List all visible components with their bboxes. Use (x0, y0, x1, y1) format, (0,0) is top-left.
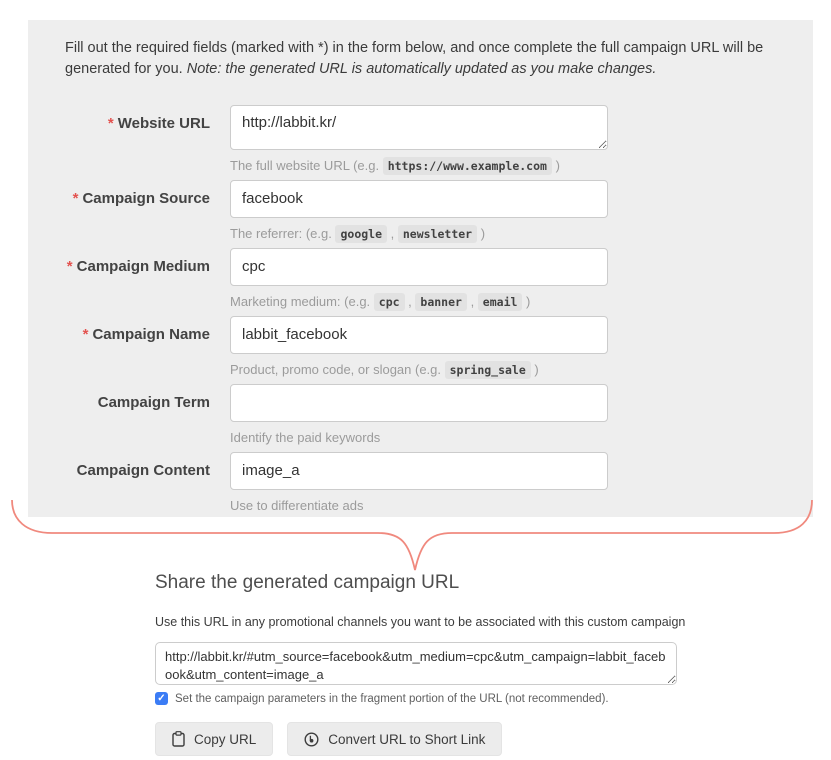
website-url-helper: The full website URL (e.g. https://www.example.com ) (230, 157, 560, 173)
campaign-content-input[interactable] (230, 452, 608, 490)
code-chip: google (335, 225, 387, 243)
campaign-source-label: Campaign Source (82, 189, 210, 207)
share-section (155, 572, 695, 756)
convert-short-link-button[interactable] (287, 722, 502, 756)
intro-note: Note: the generated URL is automatically updated as you make changes. (186, 61, 657, 78)
campaign-term-input[interactable] (230, 384, 608, 422)
intro-text (65, 38, 777, 81)
form-panel (28, 20, 813, 517)
code-chip: spring_sale (445, 361, 531, 379)
required-asterisk: * (107, 114, 114, 132)
campaign-medium-label: Campaign Medium (76, 257, 210, 275)
campaign-name-label: Campaign Name (92, 325, 210, 343)
generated-url-textarea[interactable] (155, 642, 677, 685)
fragment-checkbox-label: Set the campaign parameters in the fragment portion of the URL (not recommended). (175, 692, 609, 705)
code-chip: newsletter (398, 225, 477, 243)
share-title: Share the generated campaign URL (155, 572, 460, 593)
required-asterisk: * (82, 325, 89, 343)
campaign-content-label: Campaign Content (76, 461, 210, 479)
campaign-term-helper: Identify the paid keywords (230, 429, 381, 445)
campaign-content-helper: Use to differentiate ads (230, 497, 364, 513)
copy-url-label: Copy URL (194, 731, 257, 747)
code-chip: https://www.example.com (383, 157, 552, 175)
required-asterisk: * (66, 257, 73, 275)
fragment-checkbox-row (155, 692, 695, 705)
fragment-checkbox[interactable] (155, 692, 168, 705)
share-description: Use this URL in any promotional channels you want to be associated with this custom campaign (155, 615, 686, 629)
campaign-term-label: Campaign Term (97, 393, 210, 411)
campaign-source-helper: The referrer: (e.g. google , newsletter ) (230, 225, 486, 241)
field-row-website-url (65, 105, 787, 173)
curly-brace-graphic (0, 497, 831, 578)
campaign-medium-input[interactable] (230, 248, 608, 286)
code-chip: banner (415, 293, 467, 311)
field-row-campaign-term (65, 384, 787, 445)
field-row-campaign-medium (65, 248, 787, 309)
field-row-campaign-name (65, 316, 787, 377)
website-url-label: Website URL (117, 114, 210, 132)
action-buttons (155, 722, 695, 756)
intro-normal: Fill out the required fields (marked with *) in the form below, and once complete the full campaign URL will be generated for you. (65, 40, 764, 78)
campaign-medium-helper: Marketing medium: (e.g. cpc , banner , email ) (230, 293, 531, 309)
code-chip: email (478, 293, 523, 311)
field-row-campaign-source (65, 180, 787, 241)
code-chip: cpc (374, 293, 405, 311)
copy-url-button[interactable] (155, 722, 273, 756)
campaign-name-input[interactable] (230, 316, 608, 354)
checkmark-icon: ✓ (157, 692, 166, 704)
short-link-icon (304, 732, 319, 747)
clipboard-icon (172, 731, 185, 747)
campaign-name-helper: Product, promo code, or slogan (e.g. spring_sale ) (230, 361, 539, 377)
convert-short-link-label: Convert URL to Short Link (328, 731, 486, 747)
required-asterisk: * (72, 189, 79, 207)
campaign-source-input[interactable] (230, 180, 608, 218)
website-url-input[interactable] (230, 105, 608, 150)
